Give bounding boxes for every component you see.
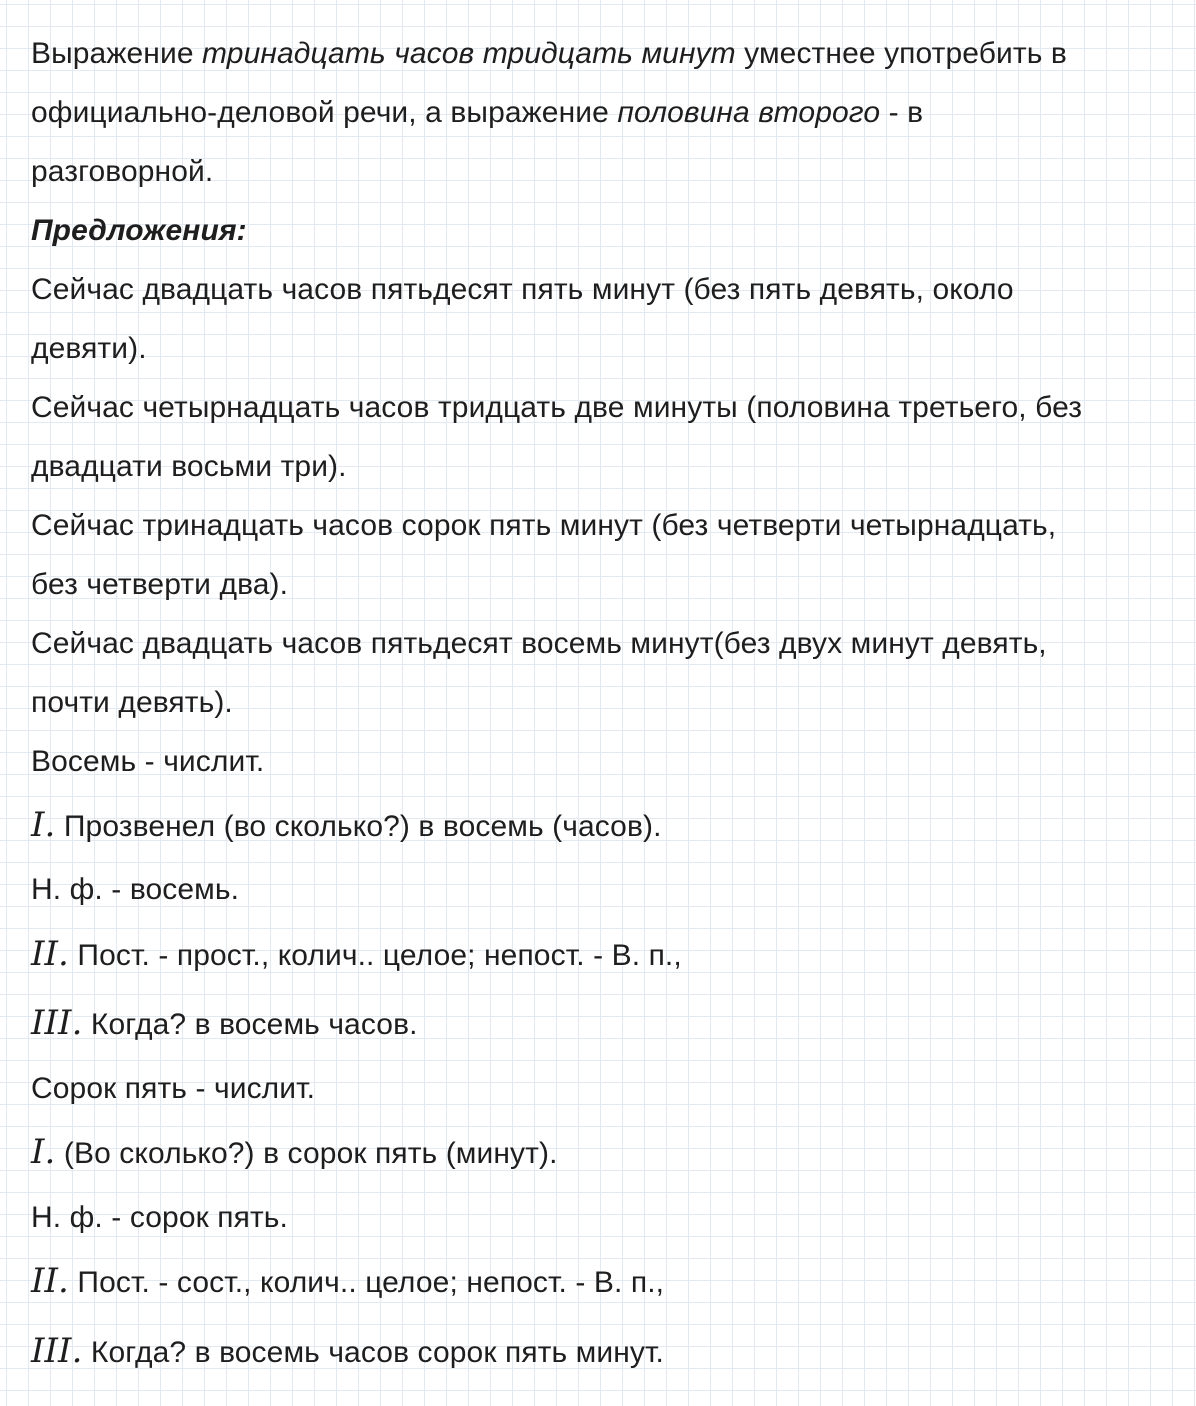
roman-numeral: III. [31, 1331, 83, 1371]
analysis-step-1 [31, 1132, 558, 1174]
sentences-heading: Предложения: [31, 214, 247, 247]
roman-numeral: II. [31, 934, 69, 974]
roman-numeral: III. [31, 1003, 83, 1043]
intro-line-3: разговорной. [31, 155, 214, 188]
analysis-step-text: Когда? в восемь часов сорок пять минут. [82, 1336, 664, 1369]
sentence-line: двадцати восьми три). [31, 450, 347, 483]
sentence-line: Сейчас четырнадцать часов тридцать две минуты (половина третьего, без [31, 391, 1083, 424]
sentence-line: Сейчас двадцать часов пятьдесят пять минут (без пять девять, около [31, 273, 1014, 306]
analysis-word-line: Сорок пять - числит. [31, 1072, 316, 1105]
sentence-line: без четверти два). [31, 568, 289, 601]
sentence-line: девяти). [31, 332, 147, 365]
italic-phrase-colloquial: половина второго [617, 96, 881, 129]
sentence-line: почти девять). [31, 686, 233, 719]
roman-numeral: I. [31, 1132, 56, 1172]
analysis-word-line: Восемь - числит. [31, 745, 265, 778]
analysis-step-3 [31, 1003, 418, 1045]
intro-text: - в [880, 96, 924, 129]
analysis-step-text: Пост. - сост., колич.. целое; непост. - В. п., [68, 1266, 665, 1299]
analysis-step-text: Когда? в восемь часов. [82, 1008, 418, 1041]
analysis-initial-form: Н. ф. - восемь. [31, 873, 240, 906]
sentence-line: Сейчас тринадцать часов сорок пять минут (без четверти четырнадцать, [31, 509, 1057, 542]
italic-phrase-official: тринадцать часов тридцать минут [202, 37, 736, 70]
analysis-step-2 [31, 934, 682, 976]
intro-text: уместнее употребить в [735, 37, 1067, 70]
intro-line-2 [31, 93, 923, 133]
intro-text: официально-деловой речи, а выражение [31, 96, 618, 129]
roman-numeral: II. [31, 1261, 69, 1301]
analysis-step-2 [31, 1261, 664, 1303]
intro-text: Выражение [31, 37, 203, 70]
analysis-initial-form: Н. ф. - сорок пять. [31, 1201, 288, 1234]
analysis-step-3 [31, 1331, 664, 1373]
sentence-line: Сейчас двадцать часов пятьдесят восемь минут(без двух минут девять, [31, 627, 1047, 660]
analysis-step-text: Пост. - прост., колич.. целое; непост. - В. п., [68, 939, 682, 972]
roman-numeral: I. [31, 805, 56, 845]
analysis-step-text: (Во сколько?) в сорок пять (минут). [55, 1137, 558, 1170]
intro-line-1 [31, 34, 1067, 74]
analysis-step-1 [31, 805, 662, 847]
analysis-step-text: Прозвенел (во сколько?) в восемь (часов). [55, 810, 662, 843]
